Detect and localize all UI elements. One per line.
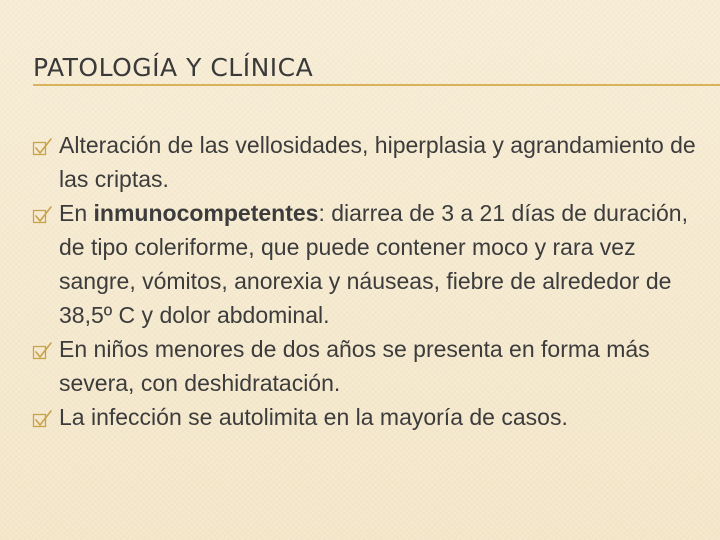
bullet-item-4 xyxy=(32,400,702,434)
bullet-text-bold: inmunocompetentes xyxy=(93,200,319,226)
bullet-text: Alteración de las vellosidades, hiperplasia y agrandamiento de las criptas. xyxy=(59,132,696,192)
bullet-text: La infección se autolimita en la mayoría de casos. xyxy=(59,404,568,430)
bullet-text-prefix: En xyxy=(59,200,94,226)
slide-title: PATOLOGÍA Y CLÍNICA xyxy=(33,53,314,82)
bullet-text-rest: : diarrea de 3 a 21 días de duración, de tipo coleriforme, que puede contener moco y rara vez sangre, vómitos, anorexia y náuseas, fiebre de alrededor de 38,5º C y dolor abdominal. xyxy=(59,200,688,328)
checkbox-check-icon xyxy=(32,341,54,361)
checkbox-check-icon xyxy=(32,137,54,157)
bullet-item-2 xyxy=(32,196,702,332)
checkbox-check-icon xyxy=(32,409,54,429)
title-underline xyxy=(33,84,720,86)
bullet-list xyxy=(32,128,702,434)
bullet-text: En niños menores de dos años se presenta en forma más severa, con deshidratación. xyxy=(59,336,650,396)
bullet-item-1 xyxy=(32,128,702,196)
checkbox-check-icon xyxy=(32,205,54,225)
bullet-item-3 xyxy=(32,332,702,400)
